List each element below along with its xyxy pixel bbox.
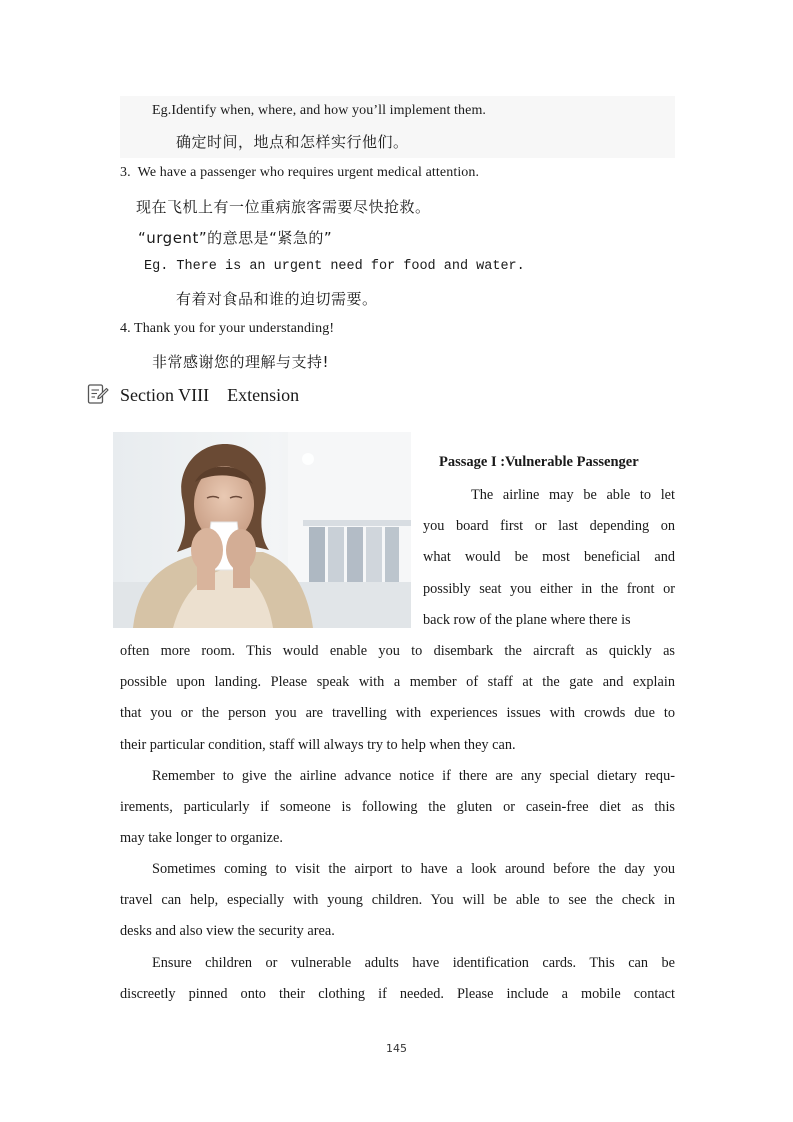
paragraph-4: [120, 948, 675, 1010]
text-line: desks and also view the security area.: [120, 923, 335, 940]
item-4-english: 4. Thank you for your understanding!: [120, 321, 335, 336]
paragraph-2: [120, 761, 675, 855]
example-english-1: Eg.Identify when, where, and how you’ll implement them.: [152, 103, 487, 118]
text-line: that you or the person you are travelling with experiences issues with crowds due to: [120, 705, 675, 722]
urgent-note: “urgent”的意思是“紧急的”: [138, 229, 333, 247]
text-line: what would be most beneficial and: [423, 549, 675, 566]
example-english-2: Eg. There is an urgent need for food and water.: [144, 259, 525, 274]
text-line: may take longer to organize.: [120, 830, 283, 847]
item-3-chinese: 现在飞机上有一位重病旅客需要尽快抢救。: [136, 198, 431, 216]
text-line: discreetly pinned onto their clothing if needed. Please include a mobile contact: [120, 986, 675, 1003]
sick-woman-photo: [113, 432, 411, 628]
passage-side-text: [423, 480, 675, 636]
text-line: irements, particularly if someone is following the gluten or casein-free diet as this: [120, 799, 675, 816]
text-line: their particular condition, staff will always try to help when they can.: [120, 736, 516, 753]
example-chinese-2: 有着对食品和谁的迫切需要。: [176, 290, 378, 308]
page-number: 145: [386, 1042, 407, 1055]
text-line: Ensure children or vulnerable adults have identification cards. This can be: [152, 955, 675, 971]
text-line: possibly seat you either in the front or: [423, 580, 675, 597]
text-line: possible upon landing. Please speak with a member of staff at the gate and explain: [120, 674, 675, 691]
text-line: The airline may be able to let: [471, 487, 675, 503]
text-line: travel can help, especially with young children. You will be able to see the check in: [120, 892, 675, 909]
text-line: Sometimes coming to visit the airport to have a look around before the day you: [152, 861, 675, 877]
section-title: Section VIII Extension: [120, 385, 300, 405]
item-4-chinese: 非常感谢您的理解与支持!: [152, 353, 330, 371]
item-3-english: 3. We have a passenger who requires urgent medical attention.: [120, 165, 480, 180]
text-line: often more room. This would enable you to disembark the aircraft as quickly as: [120, 643, 675, 659]
text-line: back row of the plane where there is: [423, 611, 631, 628]
passage-title: Passage I :Vulnerable Passenger: [439, 454, 639, 470]
example-chinese-1: 确定时间，地点和怎样实行他们。: [176, 133, 409, 151]
text-line: Remember to give the airline advance notice if there are any special dietary requ-: [152, 768, 675, 784]
paragraph-1: [120, 636, 675, 761]
paragraph-3: [120, 854, 675, 948]
text-line: you board first or last depending on: [423, 518, 675, 535]
edit-note-icon: [86, 382, 110, 406]
